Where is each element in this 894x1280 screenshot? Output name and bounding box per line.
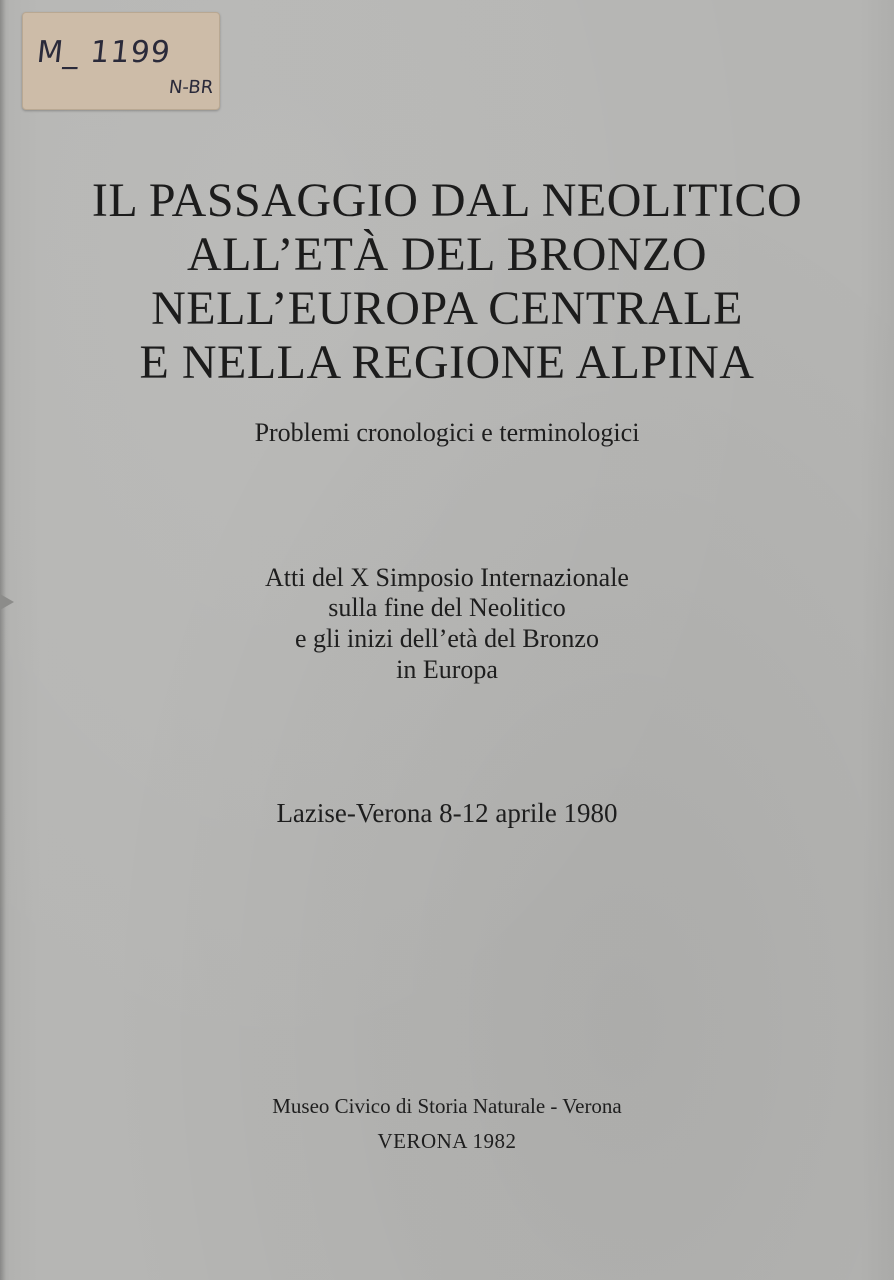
proceedings-line-1: Atti del X Simposio Internazionale: [265, 563, 629, 592]
proceedings-line-2: sulla fine del Neolitico: [328, 593, 566, 622]
title-line-2: ALL’ETÀ DEL BRONZO: [186, 228, 708, 281]
library-label-sticker: [22, 12, 220, 110]
event-place-date: Lazise-Verona 8-12 aprile 1980: [276, 798, 618, 828]
title-line-3: NELL’EUROPA CENTRALE: [151, 282, 743, 335]
publication-place-year: VERONA 1982: [377, 1129, 517, 1153]
shelf-mark-suffix: N-BR: [167, 77, 215, 98]
shelf-mark: M_ 1199: [35, 35, 173, 70]
publisher-name: Museo Civico di Storia Naturale - Verona: [272, 1094, 622, 1118]
title-line-1: IL PASSAGGIO DAL NEOLITICO: [91, 174, 803, 227]
title-line-4: E NELLA REGIONE ALPINA: [139, 336, 755, 389]
proceedings-line-4: in Europa: [396, 655, 498, 684]
proceedings-line-3: e gli inizi dell’età del Bronzo: [295, 624, 599, 653]
subtitle: Problemi cronologici e terminologici: [254, 418, 640, 447]
